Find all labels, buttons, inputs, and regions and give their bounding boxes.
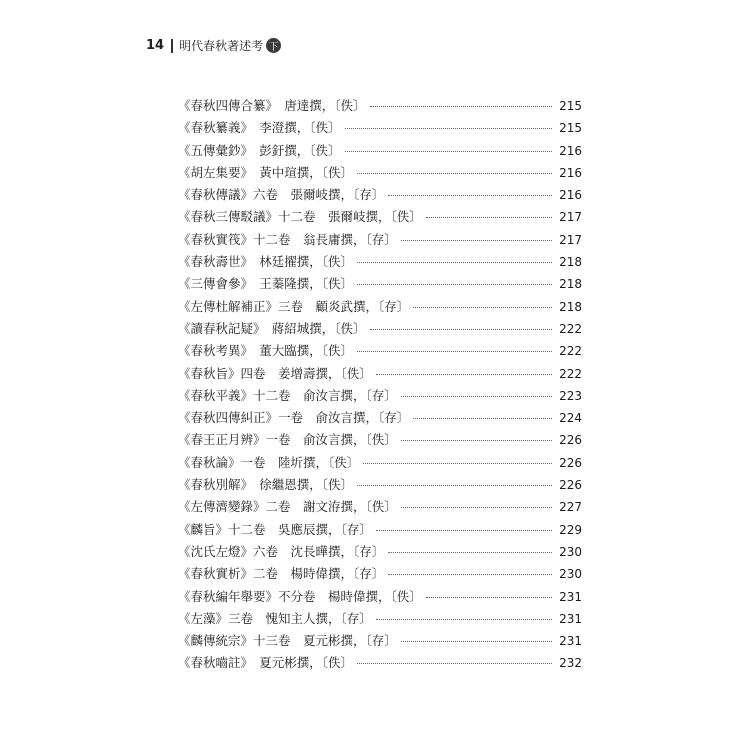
toc-entry [178, 497, 582, 519]
toc-entry [178, 386, 582, 408]
toc-entry-page: 231 [559, 611, 582, 626]
toc-entry [178, 118, 582, 140]
toc-entry-title: 《左藻》三卷 愧知主人撰，〔存〕 [178, 610, 372, 626]
dot-leader [370, 328, 552, 330]
toc-entry-title: 《春王正月辨》一卷 俞汝言撰，〔佚〕 [178, 432, 397, 448]
dot-leader [401, 506, 552, 508]
toc-entry-title: 《沈氏左燈》六卷 沈長曄撰，〔存〕 [178, 543, 385, 559]
toc-entry [178, 96, 582, 118]
toc-entry-title: 《春秋編年舉要》不分卷 楊時偉撰，〔佚〕 [178, 588, 422, 604]
toc-entry-title: 《左傳濟變錄》二卷 謝文洊撰，〔佚〕 [178, 499, 397, 515]
toc-entry-title: 《讀春秋記疑》 蔣紹城撰，〔佚〕 [178, 320, 366, 336]
toc-entry-page: 218 [559, 277, 582, 292]
dot-leader [357, 350, 552, 352]
toc-entry [178, 341, 582, 363]
toc-entry-title: 《春秋三傳駁議》十二卷 張爾岐撰，〔佚〕 [178, 209, 422, 225]
dot-leader [357, 261, 552, 263]
book-title: 明代春秋著述考 [179, 39, 264, 53]
toc-entry-page: 222 [559, 366, 582, 381]
toc-entry [178, 653, 582, 675]
toc-entry [178, 587, 582, 609]
toc-entry [178, 163, 582, 185]
page-number: 14 [146, 38, 165, 53]
toc-entry [178, 542, 582, 564]
toc-entry-page: 226 [559, 478, 582, 493]
dot-leader [401, 239, 552, 241]
toc-entry [178, 297, 582, 319]
toc-entry-title: 《胡左集要》 黃中瑄撰，〔佚〕 [178, 164, 354, 180]
toc-entry-title: 《五傳彙鈔》 彭釪撰，〔佚〕 [178, 142, 341, 158]
toc-entry [178, 185, 582, 207]
toc-entry-title: 《春秋旨》四卷 姜增壽撰，〔佚〕 [178, 365, 372, 381]
toc-entry-title: 《春秋傳議》六卷 張爾岐撰，〔存〕 [178, 187, 385, 203]
toc-entry [178, 207, 582, 229]
dot-leader [388, 194, 552, 196]
toc-entry-title: 《春秋壽世》 林廷擢撰，〔佚〕 [178, 254, 354, 270]
toc-entry-page: 216 [559, 165, 582, 180]
dot-leader [357, 484, 552, 486]
toc-entry-title: 《麟傳統宗》十三卷 夏元彬撰，〔存〕 [178, 633, 397, 649]
toc-entry-page: 222 [559, 321, 582, 336]
toc-entry [178, 430, 582, 452]
toc-entry-title: 《麟旨》十二卷 吳應辰撰，〔存〕 [178, 521, 372, 537]
dot-leader [370, 105, 552, 107]
dot-leader [376, 373, 552, 375]
toc-entry-page: 232 [559, 656, 582, 671]
toc-entry-title: 《春秋實筏》十二卷 翁長庸撰，〔存〕 [178, 231, 397, 247]
toc-entry-page: 226 [559, 433, 582, 448]
toc-entry [178, 408, 582, 430]
toc-entry-page: 231 [559, 634, 582, 649]
volume-badge: 下 [266, 38, 281, 53]
dot-leader [357, 662, 552, 664]
toc-entry-title: 《春秋纂義》 李澄撰，〔佚〕 [178, 120, 341, 136]
toc-entry-page: 222 [559, 344, 582, 359]
toc-entry-page: 218 [559, 255, 582, 270]
toc-entry [178, 230, 582, 252]
toc-entry-title: 《春秋別解》 徐繼恩撰，〔佚〕 [178, 477, 354, 493]
dot-leader [413, 306, 552, 308]
dot-leader [401, 640, 552, 642]
dot-leader [357, 172, 552, 174]
header-divider [171, 39, 173, 53]
toc-entry-page: 217 [559, 210, 582, 225]
toc-entry-title: 《春秋實析》二卷 楊時偉撰，〔存〕 [178, 566, 385, 582]
dot-leader [401, 395, 552, 397]
toc-entry-title: 《春秋嚙註》 夏元彬撰，〔佚〕 [178, 655, 354, 671]
toc-entry-title: 《三傳會參》 王蓁隆撰，〔佚〕 [178, 276, 354, 292]
toc-entry [178, 520, 582, 542]
toc-entry [178, 564, 582, 586]
toc-entry [178, 252, 582, 274]
table-of-contents [178, 96, 582, 676]
toc-entry-title: 《春秋四傳糾正》一卷 俞汝言撰，〔存〕 [178, 410, 410, 426]
toc-entry [178, 631, 582, 653]
toc-entry [178, 274, 582, 296]
dot-leader [357, 283, 552, 285]
toc-entry-page: 216 [559, 188, 582, 203]
toc-entry-page: 216 [559, 143, 582, 158]
dot-leader [376, 529, 552, 531]
toc-entry-title: 《春秋考異》 董大臨撰，〔佚〕 [178, 343, 354, 359]
toc-entry-page: 231 [559, 589, 582, 604]
dot-leader [413, 417, 552, 419]
toc-entry-page: 230 [559, 567, 582, 582]
toc-entry [178, 453, 582, 475]
toc-entry-title: 《春秋平義》十二卷 俞汝言撰，〔存〕 [178, 387, 397, 403]
toc-entry-page: 215 [559, 121, 582, 136]
toc-entry-title: 《春秋四傳合纂》 唐達撰，〔佚〕 [178, 98, 366, 113]
toc-entry-title: 《左傳杜解補正》三卷 顧炎武撰，〔存〕 [178, 298, 410, 314]
dot-leader [426, 216, 552, 218]
toc-entry [178, 319, 582, 341]
toc-entry-title: 《春秋論》一卷 陸圻撰，〔佚〕 [178, 454, 360, 470]
toc-entry-page: 227 [559, 500, 582, 515]
toc-entry-page: 229 [559, 522, 582, 537]
toc-entry [178, 475, 582, 497]
dot-leader [363, 462, 552, 464]
toc-entry-page: 217 [559, 232, 582, 247]
toc-entry [178, 141, 582, 163]
toc-entry-page: 223 [559, 388, 582, 403]
toc-entry-page: 226 [559, 455, 582, 470]
dot-leader [376, 618, 552, 620]
toc-entry [178, 609, 582, 631]
toc-entry [178, 364, 582, 386]
toc-entry-page: 215 [559, 99, 582, 113]
dot-leader [401, 439, 552, 441]
running-header [146, 37, 281, 54]
dot-leader [388, 573, 552, 575]
dot-leader [388, 551, 552, 553]
dot-leader [345, 127, 552, 129]
dot-leader [345, 150, 552, 152]
toc-entry-page: 224 [559, 411, 582, 426]
toc-entry-page: 230 [559, 544, 582, 559]
dot-leader [426, 596, 552, 598]
toc-entry-page: 218 [559, 299, 582, 314]
